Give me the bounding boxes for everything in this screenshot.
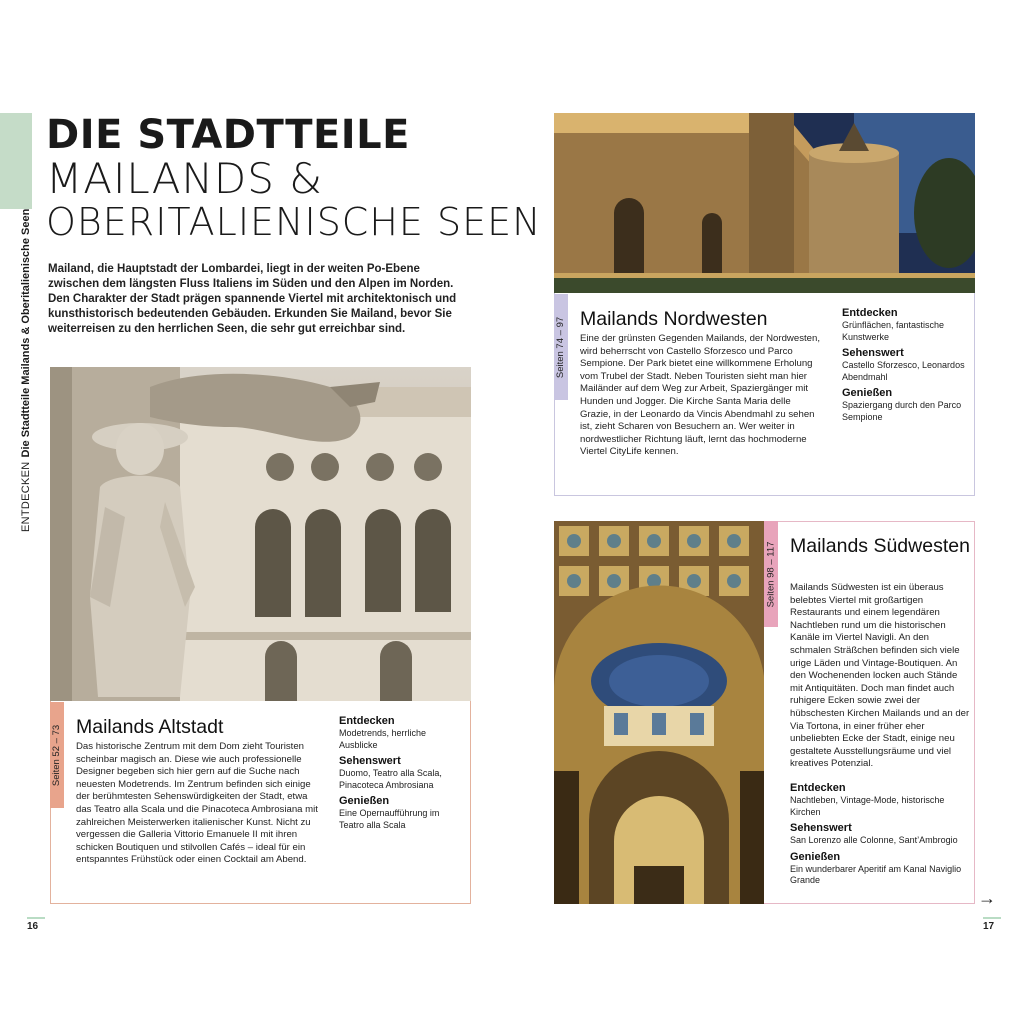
suedwesten-pages: Seiten 98 – 117 (765, 541, 777, 607)
page-title-line-2: MAILANDS & (46, 154, 323, 203)
altstadt-facts (339, 714, 461, 831)
page-title-line-3: OBERITALIENISCHE SEEN (46, 200, 542, 244)
page-number-left: 16 (27, 921, 39, 932)
altstadt-pages: Seiten 52 – 73 (51, 724, 63, 786)
nordwesten-body: Eine der grünsten Gegenden Mailands, der Nordwesten, wird beherrscht von Castello Sforzesco und Parco Sempione. Der Park bietet eine willkommene Erholung vom Trubel der Stadt. Neben Touristen sieht man hier Mailänder auf dem Weg zur Arbeit, Spaziergänger mit Hunden und Jogger. Die Kirche Santa Maria delle Grazie, in der Leonardo da Vincis Abendmahl zu sehen ist, zieht Scharen von Besuchern an. Wer weiter in nordwestlicher Richtung läuft, lernt das hochmoderne Viertel CityLife kennen. (580, 333, 820, 458)
side-running-head (20, 209, 32, 532)
entdecken-heading: Entdecken (790, 782, 846, 794)
sehenswert-text: Castello Sforzesco, Leonardos Abendmahl (842, 360, 965, 382)
sehenswert-heading: Sehenswert (339, 755, 401, 767)
arrow-right-icon[interactable]: → (978, 888, 996, 908)
suedwesten-facts (790, 781, 970, 887)
section-color-tab (0, 113, 32, 209)
nordwesten-title: Mailands Nordwesten (580, 308, 768, 330)
geniessen-text: Spaziergang durch den Parco Sempione (842, 400, 962, 422)
entdecken-heading: Entdecken (842, 307, 898, 319)
church-interior-photo (554, 521, 765, 904)
geniessen-text: Eine Opernaufführung im Teatro alla Scala (339, 808, 440, 830)
sehenswert-heading: Sehenswert (790, 822, 852, 834)
side-label-light: ENTDECKEN (20, 461, 32, 532)
page-number-right: 17 (983, 921, 995, 932)
geniessen-heading: Genießen (842, 387, 893, 399)
nordwesten-pages: Seiten 74 – 97 (555, 316, 567, 378)
entdecken-text: Nachtleben, Vintage-Mode, historische Kirchen (790, 795, 945, 817)
geniessen-heading: Genießen (790, 850, 841, 863)
geniessen-text: Ein wunderbarer Aperitif am Kanal Naviglio Grande (790, 863, 962, 885)
duomo-sculpture-photo (50, 367, 471, 702)
altstadt-title: Mailands Altstadt (76, 716, 224, 738)
entdecken-text: Grünflächen, fantastische Kunstwerke (842, 320, 945, 342)
sehenswert-text: San Lorenzo alle Colonne, Sant’Ambrogio (790, 835, 958, 845)
suedwesten-body: Mailands Südwesten ist ein überaus belebtes Viertel mit großartigen Restaurants und einem legendären Nachtleben rund um die historischen Kanäle im Viertel Navigli. An den schmalen Sträßchen befinden sich viele urige Läden und Vintage-Boutiquen. An den Wochenenden locken auch Stände mit Antiquitäten. Doch man findet auch ruhigere Ecken sowie zwei der hübschesten Kirchen Mailands und an der Via Tortona, in einer früher eher unbeliebten Ecke der Stadt, einige neu gestaltete Ausstellungsräume und viel kreatives Potenzial. (790, 582, 970, 770)
nordwesten-facts (842, 306, 970, 423)
intro-paragraph: Mailand, die Hauptstadt der Lombardei, liegt in der weiten Po-Ebene zwischen dem längsten Fluss Italiens im Süden und den Alpen im Norden. Den Charakter der Stadt prägen spannende Viertel mit architektonisch und kunsthistorisch bedeutenden Gebäuden. Erkunden Sie Mailand, bevor Sie weiterreisen zu den herrlichen Seen, die sehr gut erreichbar sind. (48, 263, 457, 335)
sehenswert-heading: Sehenswert (842, 347, 904, 359)
entdecken-text: Modetrends, herrliche Ausblicke (339, 728, 427, 750)
castello-sforzesco-photo (554, 113, 975, 293)
suedwesten-page-tag (764, 521, 778, 627)
nordwesten-page-tag (554, 294, 568, 400)
altstadt-page-tag (50, 702, 64, 808)
page-title-line-1: DIE STADTTEILE (46, 112, 410, 158)
sehenswert-text: Duomo, Teatro alla Scala, Pinacoteca Ambrosiana (339, 768, 442, 790)
suedwesten-title: Mailands Südwesten (790, 535, 970, 557)
side-label-bold: Die Stadtteile Mailands & Oberitalienische Seen (20, 208, 32, 458)
entdecken-heading: Entdecken (339, 715, 395, 727)
altstadt-body: Das historische Zentrum mit dem Dom zieht Touristen scheinbar magisch an. Diese wie auch professionelle Designer begeben sich hier gern auf die Suche nach neuesten Modetrends. Im Zentrum befinden sich einige der berühmtesten Sehenswürdigkeiten der Stadt, etwa das Teatro alla Scala und die Pinacoteca Ambrosiana mit zahlreichen Meisterwerken italienischer Kunst. Nicht zu vergessen die Galleria Vittorio Emanuele II mit ihren schicken Boutiquen und stilvollen Cafés – ideal für ein entspanntes Frühstück oder einen Cocktail am Abend. (76, 741, 318, 866)
geniessen-heading: Genießen (339, 795, 390, 807)
